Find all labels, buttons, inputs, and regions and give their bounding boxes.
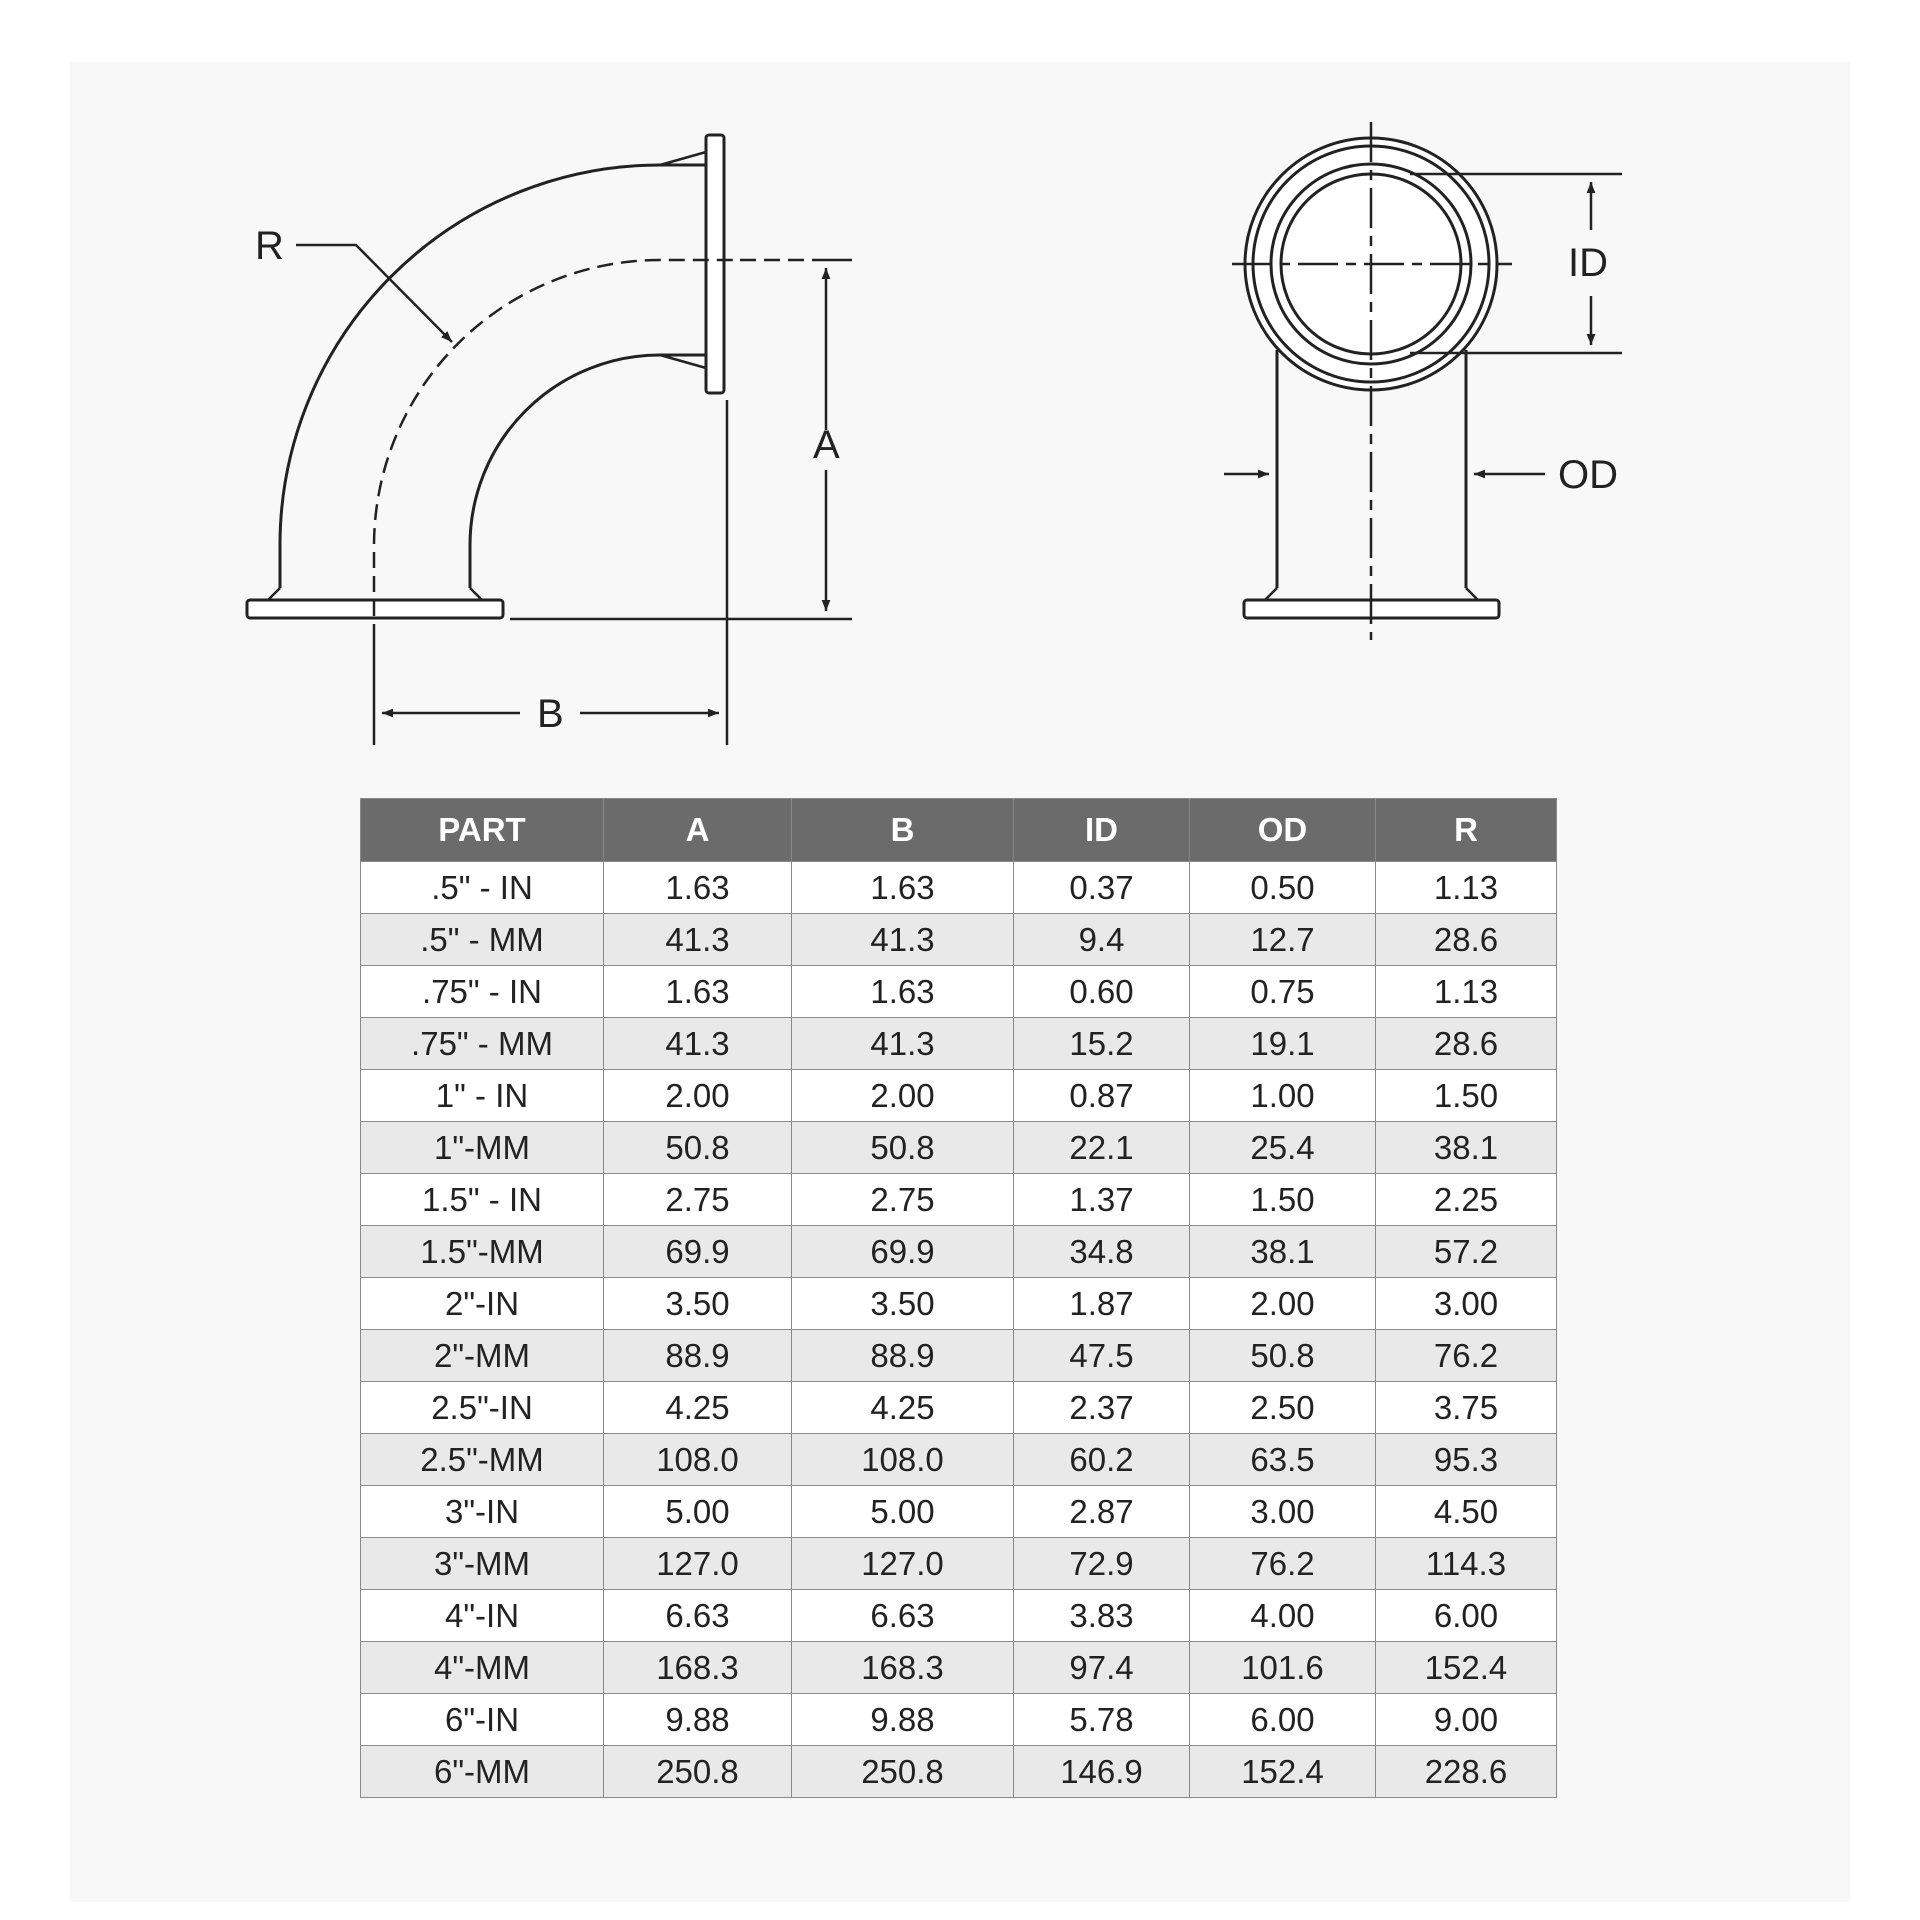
header-part: PART: [361, 799, 604, 862]
table-row: [361, 1018, 1557, 1070]
dimension-od-label: OD: [1558, 453, 1618, 497]
cell-a: 127.0: [604, 1538, 792, 1590]
cell-a: 2.75: [604, 1174, 792, 1226]
cell-r: 152.4: [1376, 1642, 1557, 1694]
table-row: [361, 966, 1557, 1018]
cell-id: 15.2: [1014, 1018, 1190, 1070]
cell-part: 3"-IN: [361, 1486, 604, 1538]
cell-od: 2.00: [1190, 1278, 1376, 1330]
cell-od: 1.00: [1190, 1070, 1376, 1122]
cell-a: 2.00: [604, 1070, 792, 1122]
radius-label: R: [255, 224, 284, 268]
cell-part: 3"-MM: [361, 1538, 604, 1590]
cell-r: 1.13: [1376, 862, 1557, 914]
cell-b: 6.63: [792, 1590, 1014, 1642]
cell-a: 4.25: [604, 1382, 792, 1434]
cell-b: 69.9: [792, 1226, 1014, 1278]
cell-a: 41.3: [604, 1018, 792, 1070]
cell-b: 5.00: [792, 1486, 1014, 1538]
cell-b: 9.88: [792, 1694, 1014, 1746]
cell-a: 250.8: [604, 1746, 792, 1798]
cell-part: 1"-MM: [361, 1122, 604, 1174]
cell-a: 1.63: [604, 862, 792, 914]
table-body: [361, 862, 1557, 1798]
cell-id: 1.87: [1014, 1278, 1190, 1330]
table-row: [361, 1174, 1557, 1226]
cell-part: 6"-MM: [361, 1746, 604, 1798]
technical-drawing: [0, 0, 1920, 760]
dimension-b-label: B: [537, 692, 564, 736]
table-row: [361, 1070, 1557, 1122]
table-row: [361, 1122, 1557, 1174]
cell-od: 38.1: [1190, 1226, 1376, 1278]
cell-od: 63.5: [1190, 1434, 1376, 1486]
cell-a: 1.63: [604, 966, 792, 1018]
cell-b: 3.50: [792, 1278, 1014, 1330]
cell-r: 76.2: [1376, 1330, 1557, 1382]
cell-r: 2.25: [1376, 1174, 1557, 1226]
dimension-id-label: ID: [1568, 241, 1608, 285]
table-row: [361, 1642, 1557, 1694]
table-row: [361, 1538, 1557, 1590]
cell-od: 4.00: [1190, 1590, 1376, 1642]
header-a: A: [604, 799, 792, 862]
cell-part: 2"-MM: [361, 1330, 604, 1382]
cell-od: 1.50: [1190, 1174, 1376, 1226]
cell-id: 1.37: [1014, 1174, 1190, 1226]
cell-part: 2.5"-IN: [361, 1382, 604, 1434]
cell-r: 95.3: [1376, 1434, 1557, 1486]
cell-od: 152.4: [1190, 1746, 1376, 1798]
table-row: [361, 1434, 1557, 1486]
cell-a: 168.3: [604, 1642, 792, 1694]
cell-od: 101.6: [1190, 1642, 1376, 1694]
cell-a: 3.50: [604, 1278, 792, 1330]
cell-r: 3.75: [1376, 1382, 1557, 1434]
header-b: B: [792, 799, 1014, 862]
cell-part: 6"-IN: [361, 1694, 604, 1746]
cell-b: 108.0: [792, 1434, 1014, 1486]
cell-od: 76.2: [1190, 1538, 1376, 1590]
cell-r: 3.00: [1376, 1278, 1557, 1330]
cell-id: 34.8: [1014, 1226, 1190, 1278]
cell-id: 0.87: [1014, 1070, 1190, 1122]
cell-r: 1.50: [1376, 1070, 1557, 1122]
cell-id: 22.1: [1014, 1122, 1190, 1174]
cell-part: 4"-IN: [361, 1590, 604, 1642]
cell-part: 1" - IN: [361, 1070, 604, 1122]
cell-a: 69.9: [604, 1226, 792, 1278]
table-row: [361, 1226, 1557, 1278]
table-row: [361, 1382, 1557, 1434]
cell-b: 41.3: [792, 914, 1014, 966]
dimension-a-label: A: [813, 423, 840, 467]
cell-id: 0.37: [1014, 862, 1190, 914]
cell-id: 9.4: [1014, 914, 1190, 966]
cell-b: 2.75: [792, 1174, 1014, 1226]
cell-id: 2.87: [1014, 1486, 1190, 1538]
cell-r: 28.6: [1376, 914, 1557, 966]
cell-b: 41.3: [792, 1018, 1014, 1070]
top-flange: [706, 135, 724, 393]
table-row: [361, 1590, 1557, 1642]
table-header: [361, 799, 1557, 862]
cell-part: 1.5"-MM: [361, 1226, 604, 1278]
cell-part: .75" - MM: [361, 1018, 604, 1070]
elbow-centerline: [374, 260, 820, 640]
cell-b: 1.63: [792, 966, 1014, 1018]
cell-a: 5.00: [604, 1486, 792, 1538]
cell-od: 0.50: [1190, 862, 1376, 914]
cell-a: 50.8: [604, 1122, 792, 1174]
cell-id: 0.60: [1014, 966, 1190, 1018]
dimension-table: [360, 798, 1557, 1798]
cell-b: 50.8: [792, 1122, 1014, 1174]
cell-part: 1.5" - IN: [361, 1174, 604, 1226]
header-od: OD: [1190, 799, 1376, 862]
cell-part: 2.5"-MM: [361, 1434, 604, 1486]
cell-part: .5" - IN: [361, 862, 604, 914]
cell-od: 50.8: [1190, 1330, 1376, 1382]
cell-id: 3.83: [1014, 1590, 1190, 1642]
table-row: [361, 1486, 1557, 1538]
elbow-side-view: [247, 135, 724, 618]
table-row: [361, 1278, 1557, 1330]
cell-part: 4"-MM: [361, 1642, 604, 1694]
cell-a: 9.88: [604, 1694, 792, 1746]
cell-a: 41.3: [604, 914, 792, 966]
dimension-a: [510, 260, 852, 619]
cell-r: 4.50: [1376, 1486, 1557, 1538]
cell-b: 4.25: [792, 1382, 1014, 1434]
cell-od: 0.75: [1190, 966, 1376, 1018]
table-row: [361, 1746, 1557, 1798]
cell-r: 38.1: [1376, 1122, 1557, 1174]
cell-r: 114.3: [1376, 1538, 1557, 1590]
cell-a: 108.0: [604, 1434, 792, 1486]
cell-b: 250.8: [792, 1746, 1014, 1798]
cell-r: 228.6: [1376, 1746, 1557, 1798]
cell-id: 72.9: [1014, 1538, 1190, 1590]
cell-id: 5.78: [1014, 1694, 1190, 1746]
cell-b: 168.3: [792, 1642, 1014, 1694]
cell-id: 146.9: [1014, 1746, 1190, 1798]
cell-r: 28.6: [1376, 1018, 1557, 1070]
cell-r: 1.13: [1376, 966, 1557, 1018]
elbow-outer-wall: [280, 165, 706, 588]
table-row: [361, 914, 1557, 966]
cell-r: 6.00: [1376, 1590, 1557, 1642]
cell-id: 2.37: [1014, 1382, 1190, 1434]
cell-part: 2"-IN: [361, 1278, 604, 1330]
cell-od: 3.00: [1190, 1486, 1376, 1538]
cell-part: .5" - MM: [361, 914, 604, 966]
cell-b: 2.00: [792, 1070, 1014, 1122]
cell-b: 1.63: [792, 862, 1014, 914]
cell-od: 2.50: [1190, 1382, 1376, 1434]
cell-od: 19.1: [1190, 1018, 1376, 1070]
cell-id: 47.5: [1014, 1330, 1190, 1382]
cell-a: 6.63: [604, 1590, 792, 1642]
cell-b: 88.9: [792, 1330, 1014, 1382]
cell-r: 57.2: [1376, 1226, 1557, 1278]
header-id: ID: [1014, 799, 1190, 862]
cell-b: 127.0: [792, 1538, 1014, 1590]
table-row: [361, 1330, 1557, 1382]
cell-part: .75" - IN: [361, 966, 604, 1018]
cell-od: 12.7: [1190, 914, 1376, 966]
table-row: [361, 1694, 1557, 1746]
cell-r: 9.00: [1376, 1694, 1557, 1746]
table-row: [361, 862, 1557, 914]
header-r: R: [1376, 799, 1557, 862]
cell-id: 97.4: [1014, 1642, 1190, 1694]
cell-od: 6.00: [1190, 1694, 1376, 1746]
elbow-inner-wall: [470, 355, 706, 588]
cell-od: 25.4: [1190, 1122, 1376, 1174]
cell-a: 88.9: [604, 1330, 792, 1382]
cell-id: 60.2: [1014, 1434, 1190, 1486]
